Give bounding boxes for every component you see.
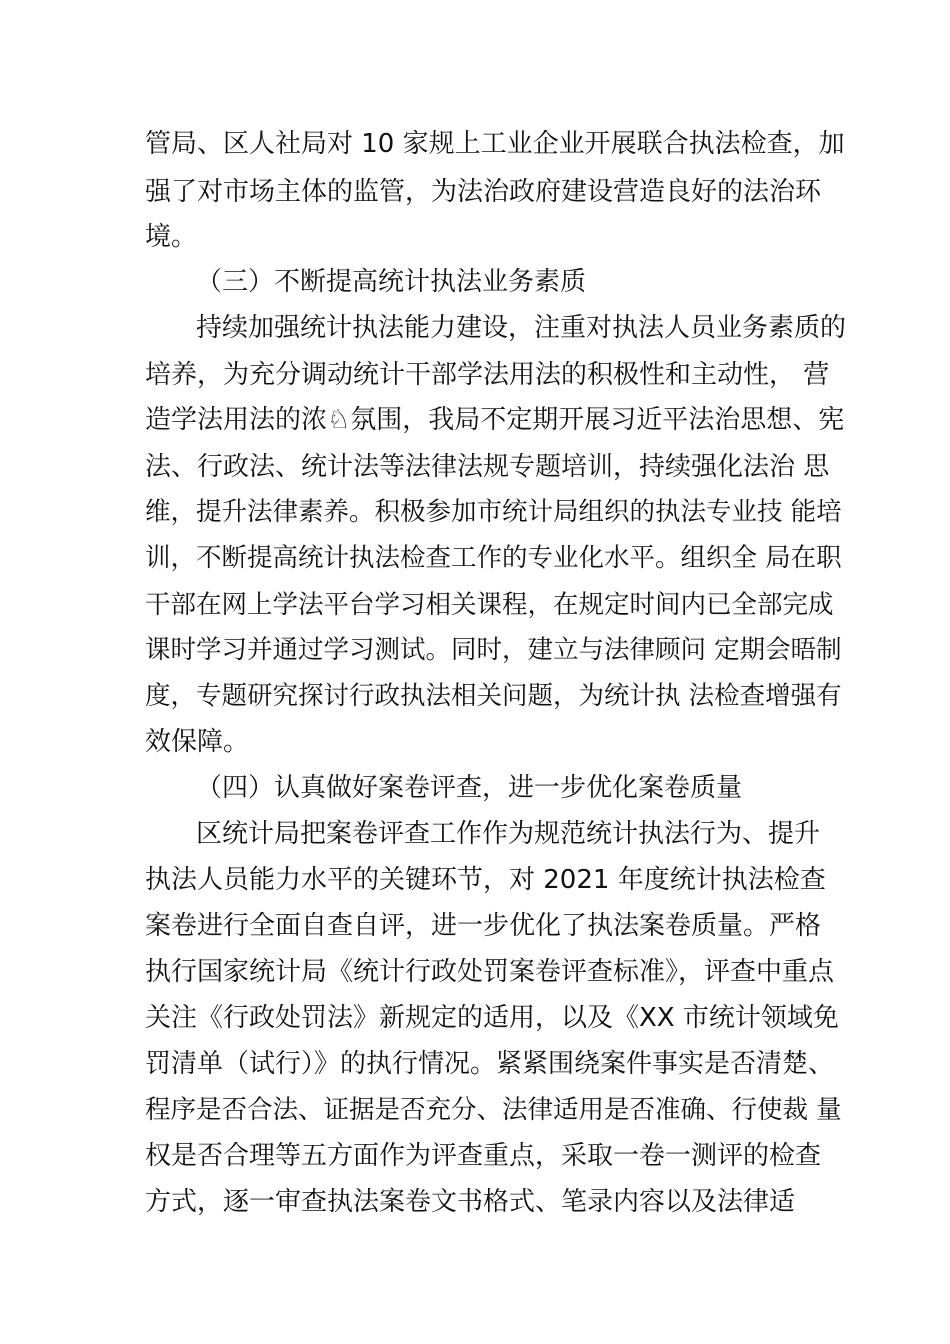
text-line-5: 持续加强统计执法能力建设，注重对执法人员业务素质的 bbox=[196, 313, 847, 343]
text-line-1: 管局、区人社局对 10 家规上工业企业开展联合执法检查，加 bbox=[145, 129, 845, 159]
text-line-23: 权是否合理等五方面作为评查重点，采取一卷一测评的检查 bbox=[145, 1141, 822, 1171]
text-line-12: 课时学习并通过学习测试。同时，建立与法律顾问 定期会晤制 bbox=[145, 635, 842, 665]
text-line-6: 培养，为充分调动统计干部学法用法的积极性和主动性， 营 bbox=[145, 360, 830, 390]
text-line-24: 方式，逐一审查执法案卷文书格式、笔录内容以及法律适 bbox=[145, 1187, 796, 1217]
text-line-8: 法、行政法、统计法等法律法规专题培训，持续强化法治 思 bbox=[145, 452, 830, 482]
text-line-20: 关注《行政处罚法》新规定的适用，以及《XX 市统计领域免 bbox=[145, 1003, 839, 1033]
text-line-2: 强了对市场主体的监管，为法治政府建设营造良好的法治环 bbox=[145, 177, 822, 207]
text-line-21: 罚清单（试行）》的执行情况。紧紧围绕案件事实是否清楚、 bbox=[145, 1049, 835, 1079]
text-line-14: 效保障。 bbox=[145, 727, 250, 757]
section-heading-4: （四）认真做好案卷评查，进一步优化案卷质量 bbox=[196, 773, 743, 803]
text-line-7: 造学法用法的浓♘氛围，我局不定期开展习近平法治思想、宪 bbox=[145, 405, 845, 435]
text-line-10: 训，不断提高统计执法检查工作的专业化水平。组织全 局在职 bbox=[145, 543, 842, 573]
text-line-16: 区统计局把案卷评查工作作为规范统计执法行为、提升 bbox=[196, 819, 821, 849]
text-line-9: 维，提升法律素养。积极参加市统计局组织的执法专业技 能培 bbox=[145, 497, 842, 527]
text-line-11: 干部在网上学法平台学习相关课程，在规定时间内已全部完成 bbox=[145, 590, 834, 620]
text-line-19: 执行国家统计局《统计行政处罚案卷评查标准》，评查中重点 bbox=[145, 957, 835, 987]
text-line-13: 度，专题研究探讨行政执法相关问题，为统计执 法检查增强有 bbox=[145, 681, 842, 711]
text-line-22: 程序是否合法、证据是否充分、法律适用是否准确、行使裁 量 bbox=[145, 1095, 842, 1125]
section-heading-3: （三）不断提高统计执法业务素质 bbox=[196, 267, 587, 297]
text-line-17: 执法人员能力水平的关键环节，对 2021 年度统计执法检查 bbox=[145, 865, 826, 895]
text-line-3: 境。 bbox=[145, 222, 198, 252]
text-line-18: 案卷进行全面自查自评，进一步优化了执法案卷质量。严格 bbox=[145, 911, 822, 941]
